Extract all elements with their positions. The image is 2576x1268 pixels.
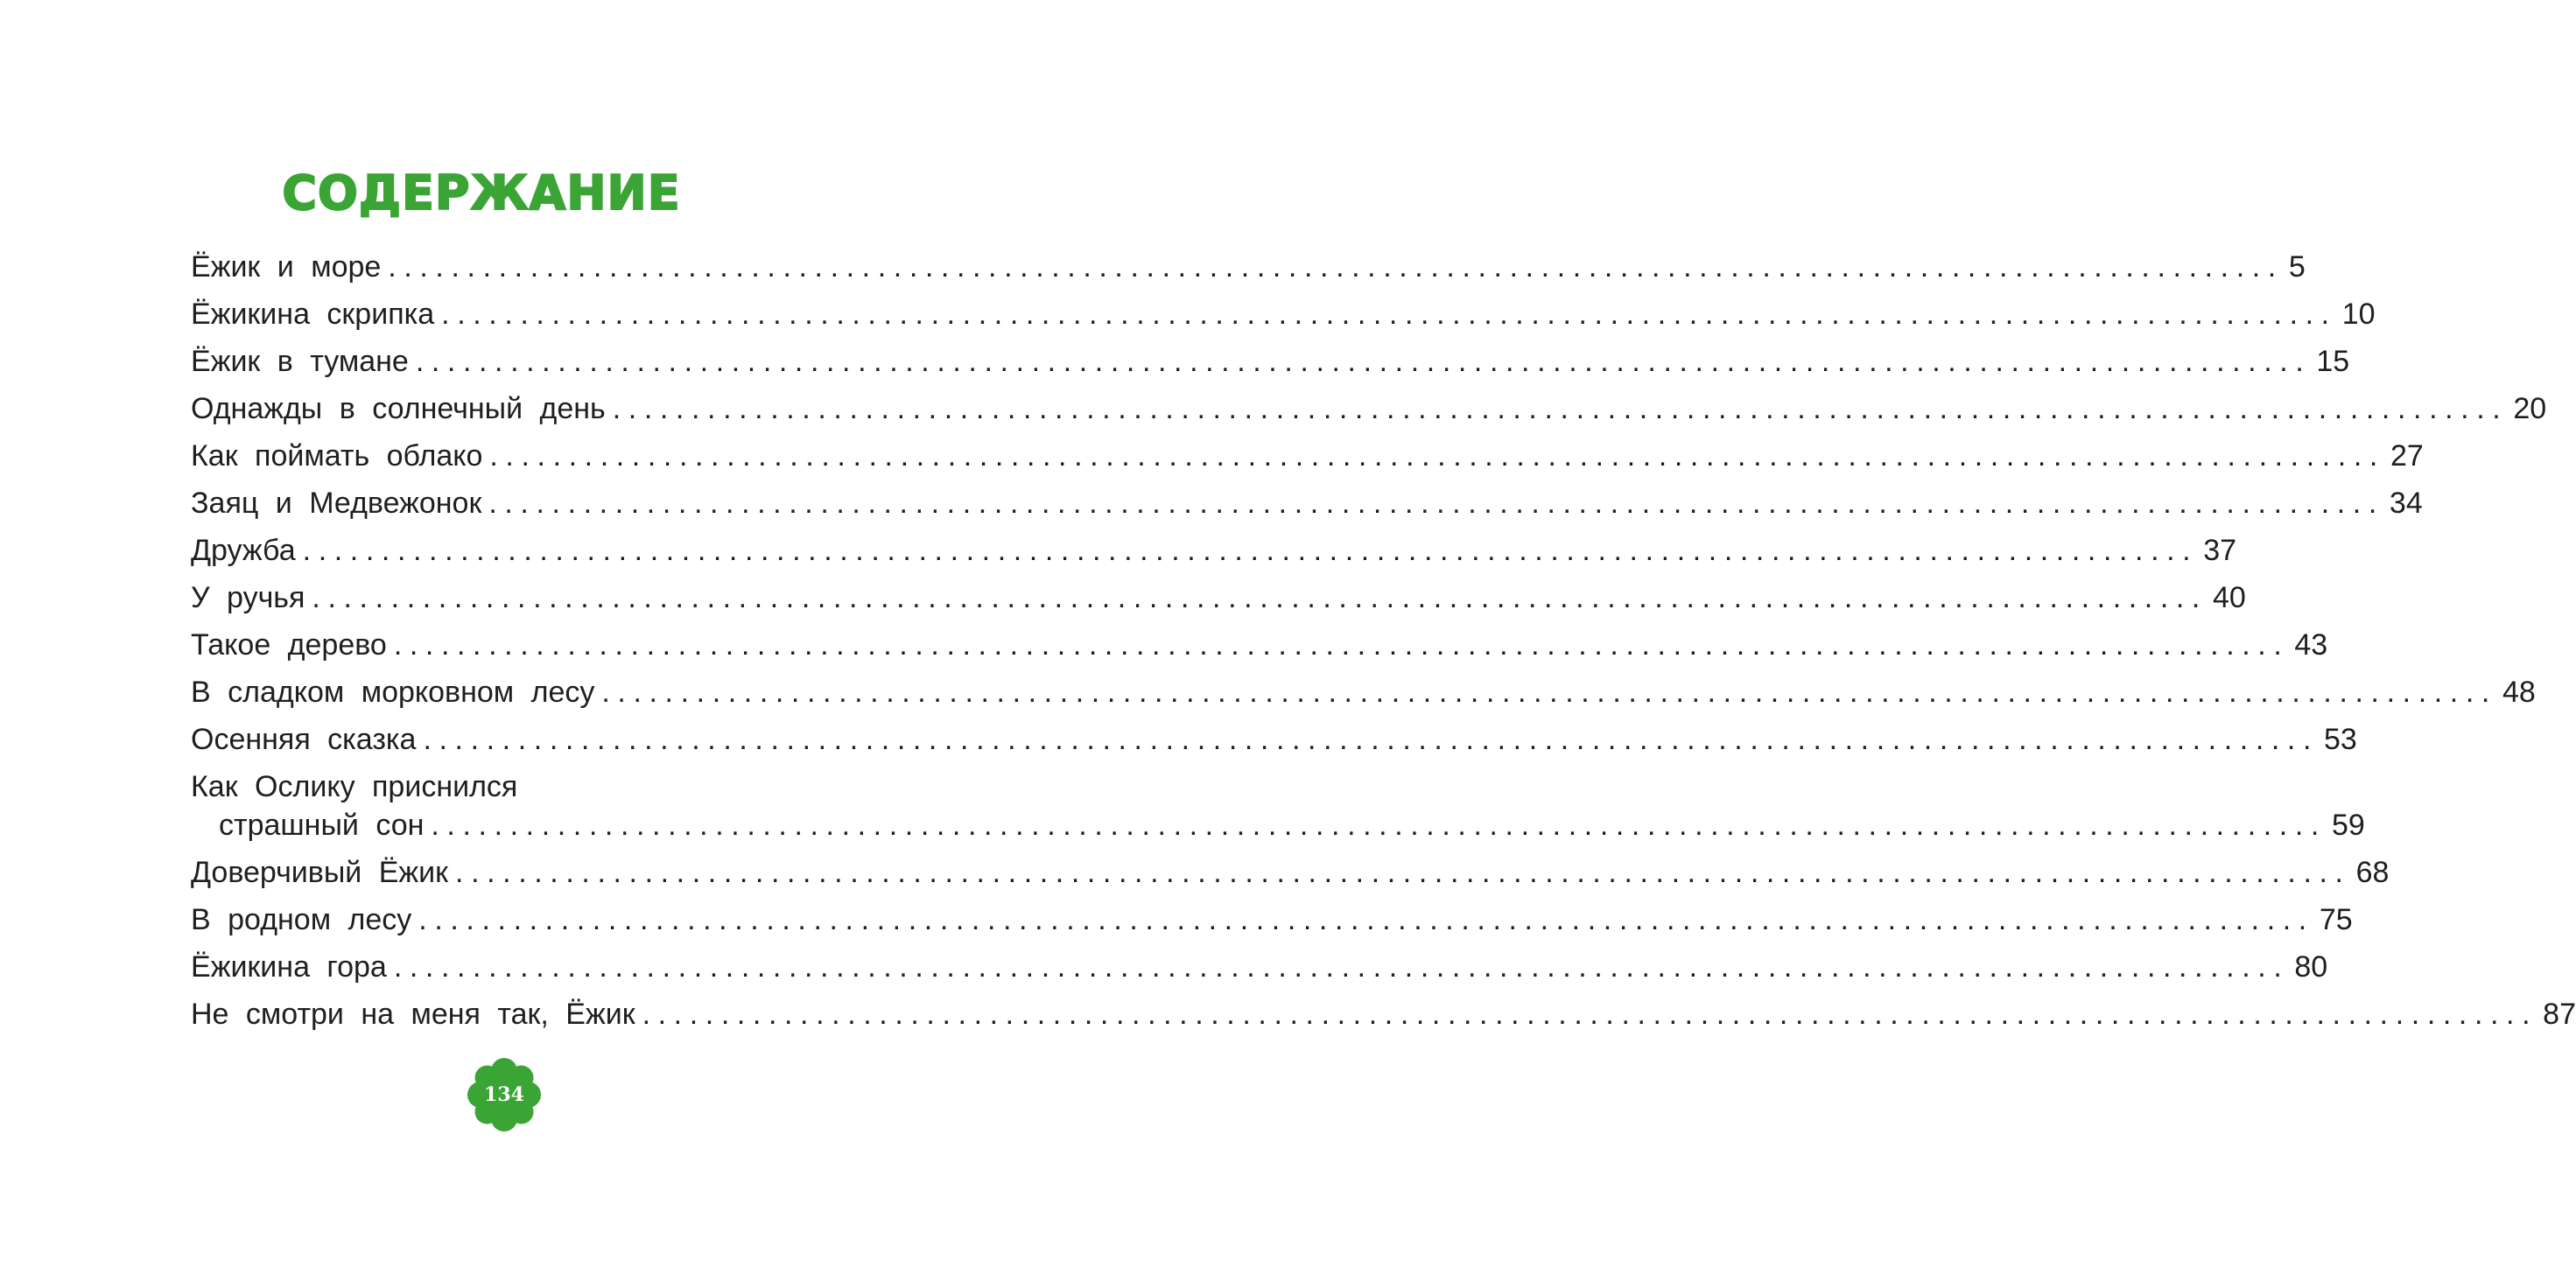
toc-entry: [191, 248, 2306, 286]
toc-entry-title: Осенняя сказка: [191, 723, 417, 756]
dot-leader: ........................................................................................................................: [393, 628, 2290, 662]
toc-entry-title: Доверчивый Ёжик: [191, 856, 449, 889]
toc-entry-page: 37: [2203, 534, 2237, 567]
dot-leader: ........................................................................................................................: [489, 439, 2385, 473]
toc-entry-title: В сладком морковном лесу: [191, 676, 595, 709]
toc-entry-title: В родном лесу: [191, 903, 412, 936]
toc-entry-title: Ёжикина скрипка: [191, 298, 435, 331]
toc-entry-title: Ёжик и море: [191, 250, 382, 284]
toc-entry: [191, 626, 2328, 664]
toc-entry-page: 40: [2212, 581, 2246, 614]
toc-entry: [191, 531, 2237, 570]
toc-entry: [191, 673, 2536, 711]
toc-entry: [191, 578, 2246, 617]
toc-entry-first-line: [191, 767, 816, 806]
dot-leader: ........................................................................................................................: [431, 809, 2327, 842]
toc-entry-page: 43: [2294, 628, 2328, 662]
toc-entry-page: 5: [2288, 250, 2306, 284]
toc-entry: [219, 806, 2365, 844]
dot-leader: ........................................................................................................................: [642, 998, 2538, 1031]
toc-entry: [191, 484, 2423, 522]
toc-entry: [191, 342, 2350, 381]
toc-entry-title: У ручья: [191, 581, 305, 614]
toc-entry-page: 53: [2324, 723, 2357, 756]
toc-entry-title: Однажды в солнечный день: [191, 392, 606, 425]
toc-entry-page: 48: [2502, 676, 2536, 709]
dot-leader: ........................................................................................................................: [418, 903, 2314, 936]
toc-entry: [191, 948, 2328, 986]
toc-entry-page: 68: [2355, 856, 2390, 889]
toc-entry: [191, 295, 2376, 333]
dot-leader: ........................................................................................................................: [415, 345, 2312, 378]
dot-leader: ........................................................................................................................: [302, 534, 2199, 567]
page-title: СОДЕРЖАНИЕ: [282, 165, 681, 221]
dot-leader: ........................................................................................................................: [488, 487, 2384, 520]
dot-leader: ........................................................................................................................: [393, 950, 2290, 984]
toc-entry: [191, 995, 2576, 1033]
dot-leader: ........................................................................................................................: [601, 676, 2497, 709]
toc-entry-title-continuation: страшный сон: [219, 809, 425, 842]
toc-entry: [191, 853, 2390, 892]
toc-entry-page: 34: [2389, 487, 2423, 520]
toc-entry-title: Как Ослику приснился: [191, 770, 518, 803]
toc-entry-page: 15: [2316, 345, 2350, 378]
dot-leader: ........................................................................................................................: [312, 581, 2207, 614]
toc-entry-title: Такое дерево: [191, 628, 387, 662]
toc-entry-page: 10: [2341, 298, 2376, 331]
toc-entry: [191, 389, 2547, 428]
toc-entry-title: Дружба: [191, 534, 296, 567]
toc-entry-page: 80: [2294, 950, 2328, 984]
toc-entry-page: 75: [2319, 903, 2353, 936]
page-number-badge: [465, 1055, 544, 1134]
dot-leader: ........................................................................................................................: [455, 856, 2351, 889]
dot-leader: ........................................................................................................................: [423, 723, 2320, 756]
toc-entry: [191, 900, 2353, 939]
toc-entry: [191, 437, 2424, 475]
toc-entry-title: Заяц и Медвежонок: [191, 487, 482, 520]
toc-entry-title: Ёжик в тумане: [191, 345, 409, 378]
toc-entry-title: Ёжикина гора: [191, 950, 387, 984]
toc-entry-title: Как поймать облако: [191, 439, 483, 473]
toc-entry-page: 59: [2331, 809, 2365, 842]
dot-leader: ........................................................................................................................: [441, 298, 2337, 331]
page-number: 134: [484, 1083, 524, 1106]
dot-leader: ........................................................................................................................: [388, 250, 2284, 284]
toc-entry: [191, 720, 2357, 759]
toc-entry-page: 87: [2543, 998, 2576, 1031]
toc-entry-page: 27: [2390, 439, 2424, 473]
toc-entry-page: 20: [2513, 392, 2547, 425]
dot-leader: ........................................................................................................................: [612, 392, 2509, 425]
toc-entry-title: Не смотри на меня так, Ёжик: [191, 998, 635, 1031]
